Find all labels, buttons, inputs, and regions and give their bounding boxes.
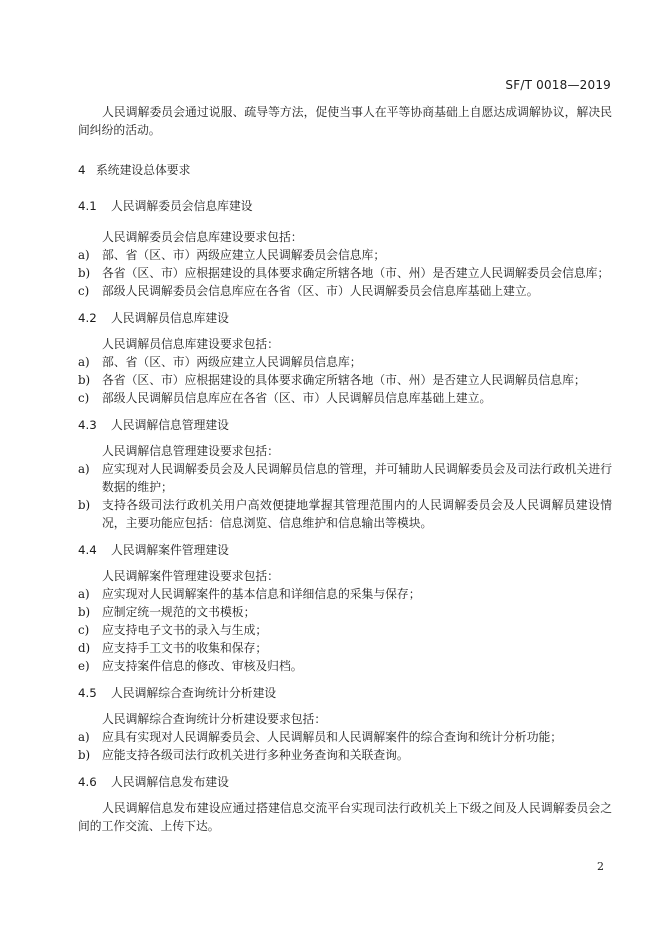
list-item [78, 585, 612, 603]
page-number: 2 [597, 860, 604, 873]
list-marker: b) [78, 373, 91, 387]
requirement-list [78, 585, 612, 675]
list-marker: b) [78, 748, 91, 762]
section-4-4-heading [78, 541, 612, 559]
list-marker: a) [78, 248, 90, 262]
list-item [78, 282, 612, 300]
list-item [78, 496, 612, 532]
requirement-list [78, 728, 612, 764]
list-item [78, 389, 612, 407]
list-item [78, 639, 612, 657]
section-title: 人民调解员信息库建设 [111, 311, 229, 325]
section-title: 人民调解案件管理建设 [111, 543, 229, 557]
page-content [78, 103, 612, 835]
list-marker: c) [78, 284, 90, 298]
section-title: 人民调解综合查询统计分析建设 [111, 686, 277, 700]
list-marker: c) [78, 623, 90, 637]
list-item [78, 746, 612, 764]
section-paragraph: 人民调解信息发布建设应通过搭建信息交流平台实现司法行政机关上下级之间及人民调解委员会之间的工作交流、上传下达。 [78, 801, 612, 833]
section-4-1-heading [78, 197, 612, 215]
list-item-text: 应支持电子文书的录入与生成； [102, 623, 268, 637]
document-code: SF/T 0018—2019 [505, 78, 611, 92]
section-intro: 人民调解委员会信息库建设要求包括： [102, 230, 303, 244]
list-marker: d) [78, 641, 91, 655]
list-item-text: 部、省（区、市）两级应建立人民调解委员会信息库； [102, 248, 386, 262]
list-marker: e) [78, 659, 90, 673]
section-title: 人民调解委员会信息库建设 [111, 199, 253, 213]
list-marker: b) [78, 605, 91, 619]
section-4-heading [78, 161, 612, 179]
section-title: 人民调解信息发布建设 [111, 775, 229, 789]
section-number: 4.6 [78, 775, 97, 789]
section-4-6-heading [78, 773, 612, 791]
list-item-text: 应具有实现对人民调解委员会、人民调解员和人民调解案件的综合查询和统计分析功能； [102, 730, 563, 744]
requirement-list [78, 246, 612, 300]
list-marker: a) [78, 587, 90, 601]
section-number: 4.2 [78, 311, 97, 325]
section-number: 4 [78, 163, 86, 177]
list-item [78, 264, 612, 282]
intro-paragraph: 人民调解委员会通过说服、疏导等方法，促使当事人在平等协商基础上自愿达成调解协议，解决民间纠纷的活动。 [78, 105, 612, 137]
list-item-text: 各省（区、市）应根据建设的具体要求确定所辖各地（市、州）是否建立人民调解员信息库； [102, 373, 586, 387]
section-4-2-heading [78, 309, 612, 327]
list-item-text: 支持各级司法行政机关用户高效便捷地掌握其管理范围内的人民调解委员会及人民调解员建设情况，主要功能应包括：信息浏览、信息维护和信息输出等模块。 [102, 498, 612, 530]
list-item-text: 部、省（区、市）两级应建立人民调解员信息库； [102, 355, 362, 369]
section-number: 4.5 [78, 686, 97, 700]
list-item [78, 460, 612, 496]
list-item [78, 371, 612, 389]
list-marker: c) [78, 391, 90, 405]
list-item-text: 应能支持各级司法行政机关进行多种业务查询和关联查询。 [102, 748, 409, 762]
list-item-text: 各省（区、市）应根据建设的具体要求确定所辖各地（市、州）是否建立人民调解委员会信息库； [102, 266, 610, 280]
section-intro: 人民调解员信息库建设要求包括： [102, 337, 279, 351]
section-title: 人民调解信息管理建设 [111, 418, 229, 432]
list-item-text: 应实现对人民调解案件的基本信息和详细信息的采集与保存； [102, 587, 421, 601]
section-number: 4.3 [78, 418, 97, 432]
list-item-text: 应实现对人民调解委员会及人民调解员信息的管理，并可辅助人民调解委员会及司法行政机关进行数据的维护； [102, 462, 612, 494]
list-item [78, 246, 612, 264]
list-item-text: 应支持案件信息的修改、审核及归档。 [102, 659, 303, 673]
list-item-text: 应制定统一规范的文书模板； [102, 605, 256, 619]
list-item [78, 621, 612, 639]
list-item [78, 728, 612, 746]
list-item-text: 应支持手工文书的收集和保存； [102, 641, 268, 655]
list-marker: b) [78, 498, 91, 512]
section-intro: 人民调解综合查询统计分析建设要求包括： [102, 712, 327, 726]
section-title: 系统建设总体要求 [96, 163, 191, 177]
section-number: 4.1 [78, 199, 97, 213]
requirement-list [78, 460, 612, 532]
section-number: 4.4 [78, 543, 97, 557]
section-intro: 人民调解案件管理建设要求包括： [102, 569, 279, 583]
list-item-text: 部级人民调解委员会信息库应在各省（区、市）人民调解委员会信息库基础上建立。 [102, 284, 539, 298]
list-item [78, 603, 612, 621]
section-4-5-heading [78, 684, 612, 702]
list-item [78, 353, 612, 371]
list-marker: a) [78, 730, 90, 744]
list-item-text: 部级人民调解员信息库应在各省（区、市）人民调解员信息库基础上建立。 [102, 391, 492, 405]
list-item [78, 657, 612, 675]
section-4-3-heading [78, 416, 612, 434]
section-intro: 人民调解信息管理建设要求包括： [102, 444, 279, 458]
requirement-list [78, 353, 612, 407]
list-marker: a) [78, 355, 90, 369]
list-marker: b) [78, 266, 91, 280]
list-marker: a) [78, 462, 90, 476]
